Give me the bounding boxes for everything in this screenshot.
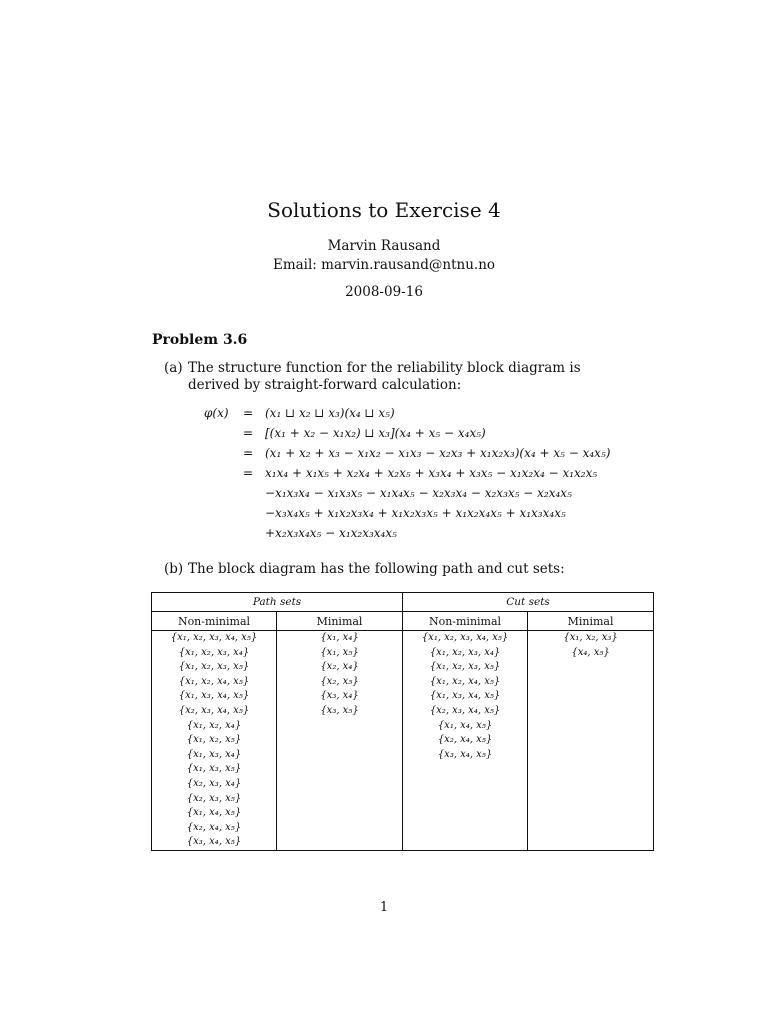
set-entry: {x₁, x₃, x₄, x₅}: [178, 690, 250, 702]
set-entry: {x₂, x₃, x₄, x₅}: [178, 704, 250, 716]
set-entry: {x₄, x₅}: [571, 646, 610, 658]
cut-sets-header: Cut sets: [403, 593, 654, 612]
part-b-text: The block diagram has the following path and cut sets:: [188, 561, 565, 577]
set-entry: {x₁, x₃, x₅}: [186, 763, 242, 775]
set-entry: {x₁, x₃, x₄}: [186, 748, 242, 760]
set-entry: {x₂, x₄, x₅}: [186, 821, 242, 833]
cut-minimal-header: Minimal: [528, 612, 654, 631]
set-entry: {x₂, x₄}: [320, 661, 359, 673]
equation-rhs: x₁x₄ + x₁x₅ + x₂x₄ + x₂x₅ + x₃x₄ + x₃x₅ − x₁x₂x₄ − x₁x₂x₅: [265, 466, 598, 480]
equation-rhs: +x₂x₃x₄x₅ − x₁x₂x₃x₄x₅: [265, 526, 397, 540]
set-entry: {x₂, x₄, x₅}: [437, 734, 493, 746]
set-entry: {x₁, x₂, x₃, x₅}: [429, 661, 501, 673]
set-entry: {x₁, x₂, x₄}: [186, 719, 242, 731]
set-entry: {x₃, x₄, x₅}: [186, 836, 242, 848]
document-date: 2008-09-16: [345, 284, 423, 300]
path-nonminimal-column: [152, 631, 277, 851]
path-minimal-header: Minimal: [277, 612, 403, 631]
page-number: 1: [379, 900, 389, 915]
path-nonminimal-header: Non-minimal: [152, 612, 277, 631]
equation-rhs: −x₁x₃x₄ − x₁x₃x₅ − x₁x₄x₅ − x₂x₃x₄ − x₂x₃x₅ − x₂x₄x₅: [265, 486, 572, 500]
document-title: Solutions to Exercise 4: [267, 198, 501, 222]
equals-sign: =: [243, 446, 254, 460]
equation-rhs: [(x₁ + x₂ − x₁x₂) ⊔ x₃](x₄ + x₅ − x₄x₅): [265, 426, 486, 440]
set-entry: {x₁, x₄}: [320, 632, 359, 643]
set-entry: {x₁, x₂, x₃, x₅}: [178, 661, 250, 673]
set-entry: {x₁, x₄, x₅}: [186, 807, 242, 819]
set-entry: {x₂, x₃, x₄, x₅}: [429, 704, 501, 716]
set-entry: {x₁, x₂, x₃, x₄}: [429, 646, 501, 658]
equals-sign: =: [243, 466, 254, 480]
set-entry: {x₃, x₄, x₅}: [437, 748, 493, 760]
set-entry: {x₁, x₃, x₄, x₅}: [429, 690, 501, 702]
cut-nonminimal-header: Non-minimal: [403, 612, 528, 631]
author-email: Email: marvin.rausand@ntnu.no: [272, 257, 496, 273]
set-entry: {x₃, x₅}: [320, 704, 359, 716]
set-entry: {x₁, x₂, x₃, x₄}: [178, 646, 250, 658]
equation-rhs: −x₃x₄x₅ + x₁x₂x₃x₄ + x₁x₂x₃x₅ + x₁x₂x₄x₅ + x₁x₃x₄x₅: [265, 506, 566, 520]
set-entry: {x₂, x₃, x₄}: [186, 777, 242, 789]
equation-rhs: (x₁ + x₂ + x₃ − x₁x₂ − x₁x₃ − x₂x₃ + x₁x₂x₃)(x₄ + x₅ − x₄x₅): [265, 446, 611, 460]
part-a-label: (a): [164, 360, 183, 376]
set-entry: {x₁, x₂, x₃}: [563, 632, 618, 643]
set-entry: {x₁, x₂, x₅}: [186, 734, 242, 746]
equation-lhs: φ(x): [204, 406, 229, 420]
set-entry: {x₁, x₂, x₄, x₅}: [429, 675, 501, 687]
cut-minimal-column: [528, 631, 654, 851]
cut-nonminimal-column: [403, 631, 528, 851]
path-sets-header: Path sets: [152, 593, 403, 612]
set-entry: {x₁, x₂, x₃, x₄, x₅}: [421, 632, 509, 643]
part-b-label: (b): [164, 561, 184, 577]
set-entry: {x₃, x₄}: [320, 690, 359, 702]
set-entry: {x₁, x₂, x₃, x₄, x₅}: [170, 632, 258, 643]
path-cut-sets-table: [151, 592, 654, 851]
equation-rhs: (x₁ ⊔ x₂ ⊔ x₃)(x₄ ⊔ x₅): [265, 406, 395, 420]
problem-heading: Problem 3.6: [152, 332, 248, 348]
set-entry: {x₁, x₄, x₅}: [437, 719, 493, 731]
set-entry: {x₂, x₃, x₅}: [186, 792, 242, 804]
equals-sign: =: [243, 406, 254, 420]
set-entry: {x₁, x₅}: [320, 646, 359, 658]
set-entry: {x₁, x₂, x₄, x₅}: [178, 675, 250, 687]
author-name: Marvin Rausand: [327, 238, 441, 254]
set-entry: {x₂, x₅}: [320, 675, 359, 687]
equals-sign: =: [243, 426, 254, 440]
path-minimal-column: [277, 631, 403, 851]
part-a-text: The structure function for the reliability block diagram is derived by straight-forward calculation:: [188, 360, 581, 393]
